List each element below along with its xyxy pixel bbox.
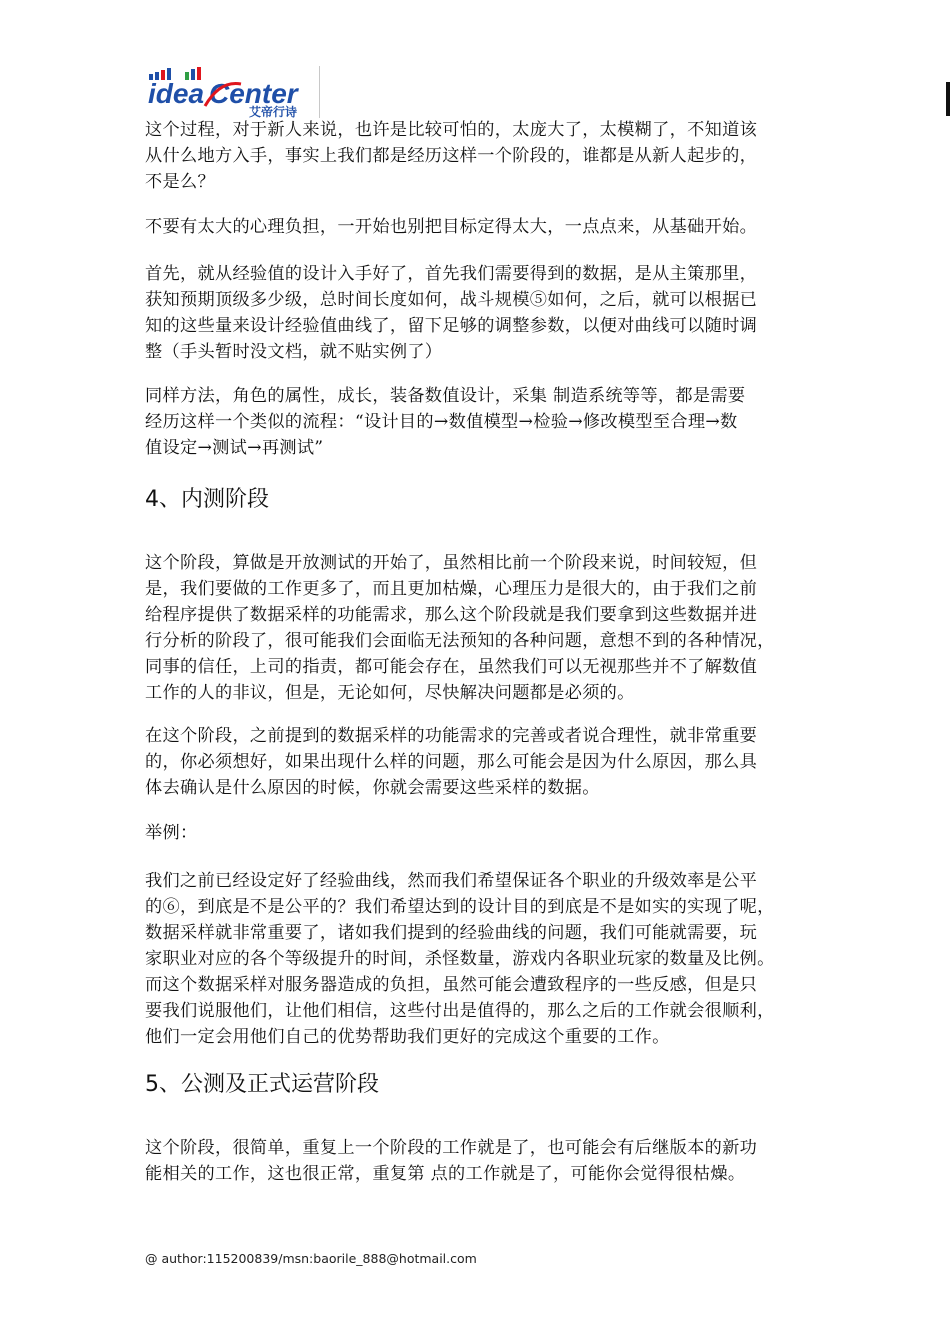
paragraph-example-label: [145, 820, 810, 846]
paragraph-1: [145, 117, 810, 195]
text-line: 我们之前已经设定好了经验曲线，然而我们希望保证各个职业的升级效率是公平: [145, 871, 758, 891]
text-line: 能相关的工作，这也很正常，重复第 点的工作就是了，可能你会觉得很枯燥。: [145, 1164, 746, 1184]
text-line: 在这个阶段，之前提到的数据采样的功能需求的完善或者说合理性，就非常重要: [145, 726, 758, 746]
svg-text:idea: idea: [148, 78, 205, 109]
text-line: 不是么？: [145, 172, 215, 192]
text-line: 这个过程，对于新人来说，也许是比较可怕的，太庞大了，太模糊了，不知道该: [145, 120, 758, 140]
text-line: 这个阶段，很简单，重复上一个阶段的工作就是了，也可能会有后继版本的新功: [145, 1138, 758, 1158]
text-line: 知的这些量来设计经验值曲线了，留下足够的调整参数，以便对曲线可以随时调: [145, 316, 758, 336]
text-line: 要我们说服他们，让他们相信，这些付出是值得的，那么之后的工作就会很顺利，: [145, 1001, 775, 1021]
paragraph-8: [145, 1135, 810, 1187]
text-line: 工作的人的非议，但是，无论如何，尽快解决问题都是必须的。: [145, 683, 635, 703]
text-line: 整（手头暂时没文档，就不贴实例了）: [145, 342, 443, 362]
text-line: 值设定→测试→再测试”: [145, 438, 324, 458]
text-line: 从什么地方入手，事实上我们都是经历这样一个阶段的，谁都是从新人起步的，: [145, 146, 758, 166]
text-line: 他们一定会用他们自己的优势帮助我们更好的完成这个重要的工作。: [145, 1027, 670, 1047]
section-heading-5: 5、公测及正式运营阶段: [145, 1072, 379, 1097]
text-line: 同样方法，角色的属性，成长，装备数值设计，采集 制造系统等等，都是需要: [145, 386, 746, 406]
ideacenter-logo: [145, 66, 320, 118]
text-line: 的，你必须想好，如果出现什么样的问题，那么可能会是因为什么原因，那么具: [145, 752, 758, 772]
section-heading-4: 4、内测阶段: [145, 487, 269, 512]
logo-graphic: [145, 66, 317, 118]
text-line: 给程序提供了数据采样的功能需求，那么这个阶段就是我们要拿到这些数据并进: [145, 605, 758, 625]
text-line: 数据采样就非常重要了，诸如我们提到的经验曲线的问题，我们可能就需要，玩: [145, 923, 758, 943]
paragraph-6: [145, 723, 810, 801]
text-line: 是，我们要做的工作更多了，而且更加枯燥，心理压力是很大的，由于我们之前: [145, 579, 758, 599]
text-line: 同事的信任，上司的指责，都可能会存在，虽然我们可以无视那些并不了解数值: [145, 657, 758, 677]
page-footer: @ author:115200839/msn:baorile_888@hotmail.com: [145, 1251, 477, 1266]
text-line: 体去确认是什么原因的时候，你就会需要这些采样的数据。: [145, 778, 600, 798]
svg-text:艾帝行诗: 艾帝行诗: [249, 105, 298, 118]
text-line: 行分析的阶段了，很可能我们会面临无法预知的各种问题，意想不到的各种情况，: [145, 631, 775, 651]
text-line: 首先，就从经验值的设计入手好了，首先我们需要得到的数据，是从主策那里，: [145, 264, 758, 284]
paragraph-4: [145, 383, 810, 461]
text-line: 这个阶段，算做是开放测试的开始了，虽然相比前一个阶段来说，时间较短，但: [145, 553, 758, 573]
text-line: 获知预期顶级多少级，总时间长度如何，战斗规模⑤如何，之后，就可以根据已: [145, 290, 758, 310]
paragraph-3: [145, 261, 810, 365]
page-edge-mark: [946, 82, 950, 116]
text-line: 的⑥，到底是不是公平的？我们希望达到的设计目的到底是不是如实的实现了呢，: [145, 897, 775, 917]
paragraph-5: [145, 550, 810, 706]
svg-text:Center: Center: [209, 78, 298, 109]
text-line: 而这个数据采样对服务器造成的负担，虽然可能会遭致程序的一些反感，但是只: [145, 975, 758, 995]
text-line: 举例：: [145, 823, 198, 843]
paragraph-2: [145, 214, 810, 240]
paragraph-7: [145, 868, 810, 1050]
text-line: 经历这样一个类似的流程：“设计目的→数值模型→检验→修改模型至合理→数: [145, 412, 738, 432]
text-line: 不要有太大的心理负担，一开始也别把目标定得太大，一点点来，从基础开始。: [145, 217, 758, 237]
text-line: 家职业对应的各个等级提升的时间，杀怪数量，游戏内各职业玩家的数量及比例。: [145, 949, 775, 969]
